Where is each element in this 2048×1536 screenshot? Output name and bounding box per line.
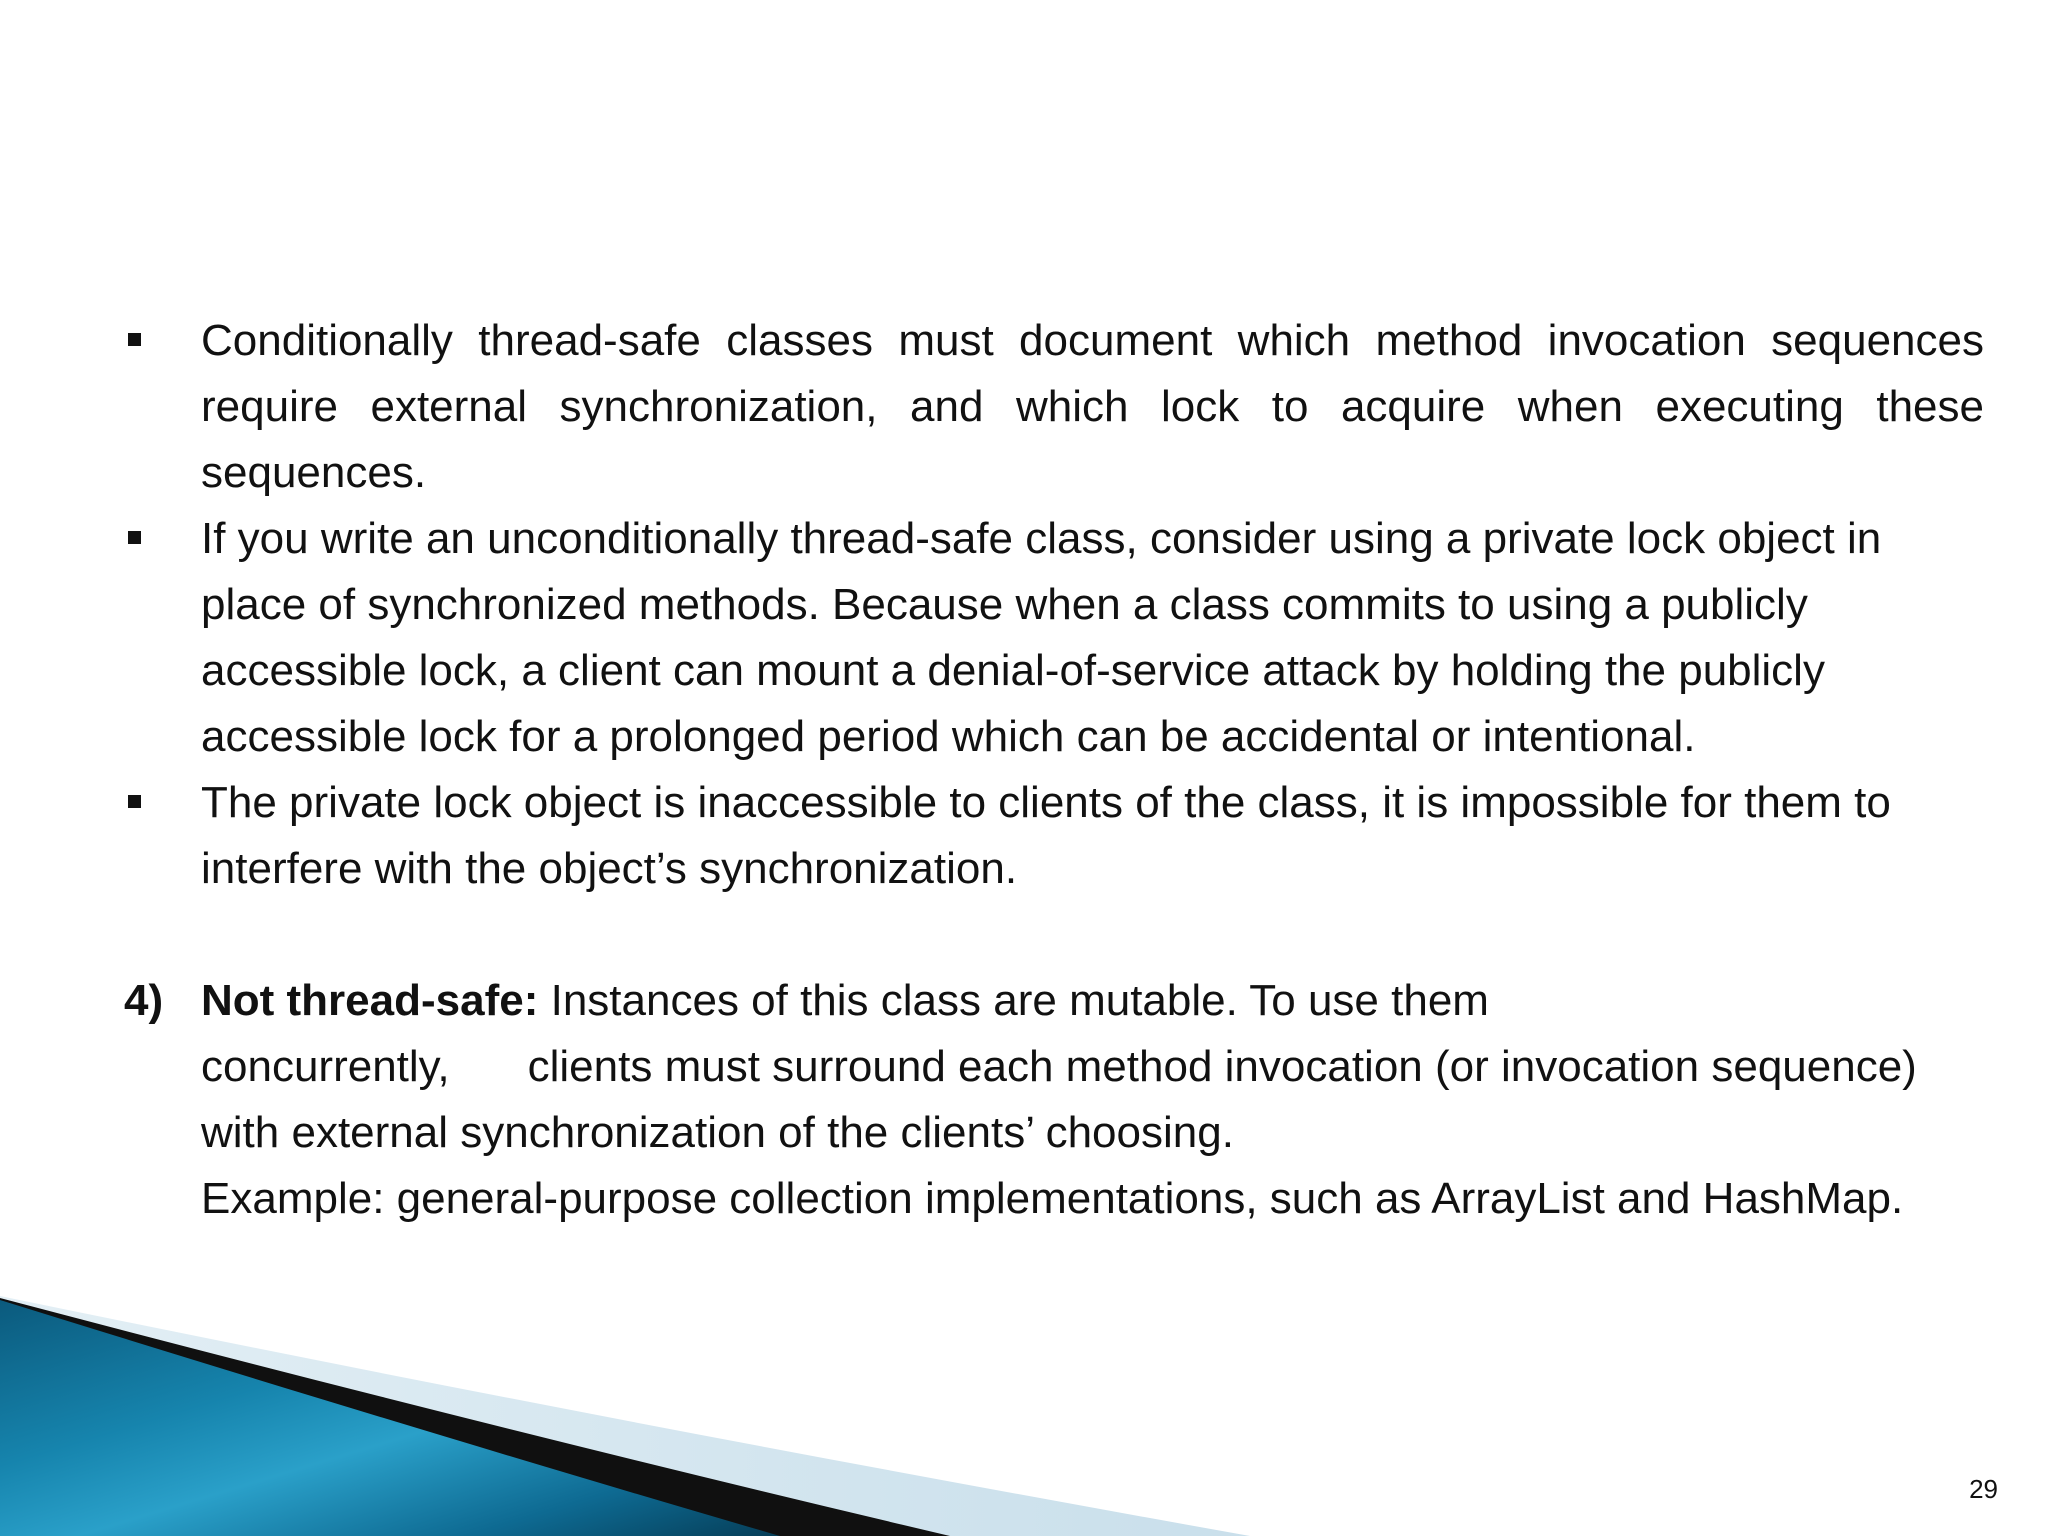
- bullet-item: [124, 770, 1984, 902]
- square-bullet-icon: [128, 531, 141, 544]
- bullet-text: The private lock object is inaccessible to clients of the class, it is impossible for them to interfere with the object’s synchronization.: [201, 778, 1891, 893]
- square-bullet-icon: [128, 333, 141, 346]
- square-bullet-icon: [128, 795, 141, 808]
- page-number: 29: [1969, 1474, 1998, 1504]
- numbered-text: concurrently,: [201, 1042, 450, 1091]
- term-heading: Not thread-safe:: [201, 976, 539, 1025]
- bullet-item: [124, 308, 1984, 506]
- numbered-text: Instances of this class are mutable. To use them: [550, 976, 1489, 1025]
- slide-content: [124, 308, 1984, 1232]
- numbered-marker: 4): [124, 976, 164, 1025]
- example-line: Example: general-purpose collection implementations, such as ArrayList and HashMap.: [201, 1174, 1904, 1223]
- bullet-text: If you write an unconditionally thread-safe class, consider using a private lock object in place of synchronized methods. Because when a class commits to using a publicly accessible lock, a client can mount a denial-of-service attack by holding the publicly accessible lock for a prolonged period which can be accidental or intentional.: [201, 514, 1882, 761]
- numbered-line-3: with external synchronization of the clients’ choosing.: [201, 1108, 1234, 1157]
- numbered-line-1: [201, 968, 1984, 1034]
- bullet-text: Conditionally thread-safe classes must document which method invocation sequences require external synchronization, and which lock to acquire when executing these sequences.: [201, 316, 1984, 497]
- bullet-item: [124, 506, 1984, 770]
- numbered-line-2: [201, 1034, 1984, 1100]
- numbered-text: clients must surround each method invocation (or invocation sequence): [527, 1042, 1917, 1091]
- numbered-item: [124, 968, 1984, 1232]
